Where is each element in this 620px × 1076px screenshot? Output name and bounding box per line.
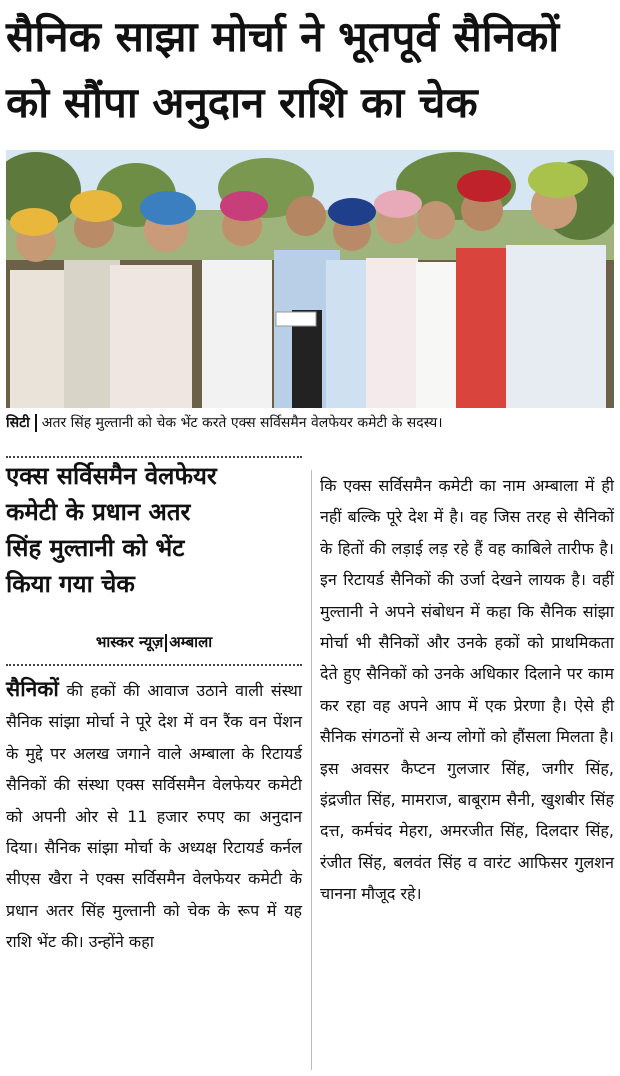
group-photo-icon [6,150,614,408]
byline-city: अम्बाला [169,633,213,651]
article-text-left: की हकों की आवाज उठाने वाली संस्था सैनिक सांझा मोर्चा ने पूरे देश में वन रैंक वन पेंशन के मुद्दे पर अलख जगाने वाले अम्बाला के रिटायर्ड सैनिकों की संस्था एक्स सर्विसमैन वेलफेयर कमेटी को अपनी ओर से 11 हजार रुपए का अनुदान दिया। सैनिक सांझा मोर्चा के अध्यक्ष रिटायर्ड कर्नल सीएस खैरा ने एक्स सर्विसमैन वेलफेयर कमेटी के प्रधान अतर सिंह मुल्तानी को चेक के रूप में यह राशि भेंट की। उन्होंने कहा [6,681,302,952]
subheadline [6,458,302,602]
subheadline-line-2: कमेटी के प्रधान अतर [6,498,191,526]
subheadline-line-4: किया गया चेक [6,570,135,598]
article-text-right: कि एक्स सर्विसमैन कमेटी का नाम अम्बाला में ही नहीं बल्कि पूरे देश में है। वह जिस तरह से सैनिकों के हितों की लड़ाई लड़ रहे हैं वह काबिले तारीफ है। इन रिटायर्ड सैनिकों की उर्जा देखने लायक है। वहीं मुल्तानी ने अपने संबोधन में कहा कि सैनिक सांझा मोर्चा भी सैनिकों और उनके हकों को प्राथमिकता देते हुए सैनिकों को उनके अधिकार दिलाने पर काम कर रहा वह अपने आप में एक प्रेरणा है। ऐसे ही सैनिक संगठनों से अन्य लोगों को हौंसला मिलता है। इस अवसर कैप्टन गुलजार सिंह, जगीर सिंह, इंद्रजीत सिंह, मामराज, बाबूराम सैनी, खुशबीर सिंह दत्त, कर्मचंद मेहरा, अमरजीत सिंह, दिलदार सिंह, रंजीत सिंह, बलवंत सिंह व वारंट आफिसर गुलशन चानना मौजूद रहे। [320,476,614,904]
divider-byline [6,664,302,666]
headline-line-1: सैनिक साझा मोर्चा ने भूतपूर्व सैनिकों [6,12,560,61]
caption-text: अतर सिंह मुल्तानी को चेक भेंट करते एक्स सर्विसमैन वेलफेयर कमेटी के सदस्य। [41,415,443,431]
caption-separator [35,414,37,432]
photo-caption [6,410,614,436]
article-body-right [320,470,614,910]
caption-tag: सिटी [6,415,30,431]
news-photo [6,150,614,408]
byline [6,628,302,656]
headline [6,4,616,136]
column-divider [311,470,312,1070]
byline-agency: भास्कर न्यूज़ [95,633,164,651]
byline-separator [165,634,167,652]
article-body-left [6,674,302,958]
article-lead-word: सैनिकों [6,677,59,701]
subheadline-line-1: एक्स सर्विसमैन वेलफेयर [6,462,217,490]
headline-line-2: को सौंपा अनुदान राशि का चेक [6,78,478,127]
subheadline-line-3: सिंह मुल्तानी को भेंट [6,534,185,562]
